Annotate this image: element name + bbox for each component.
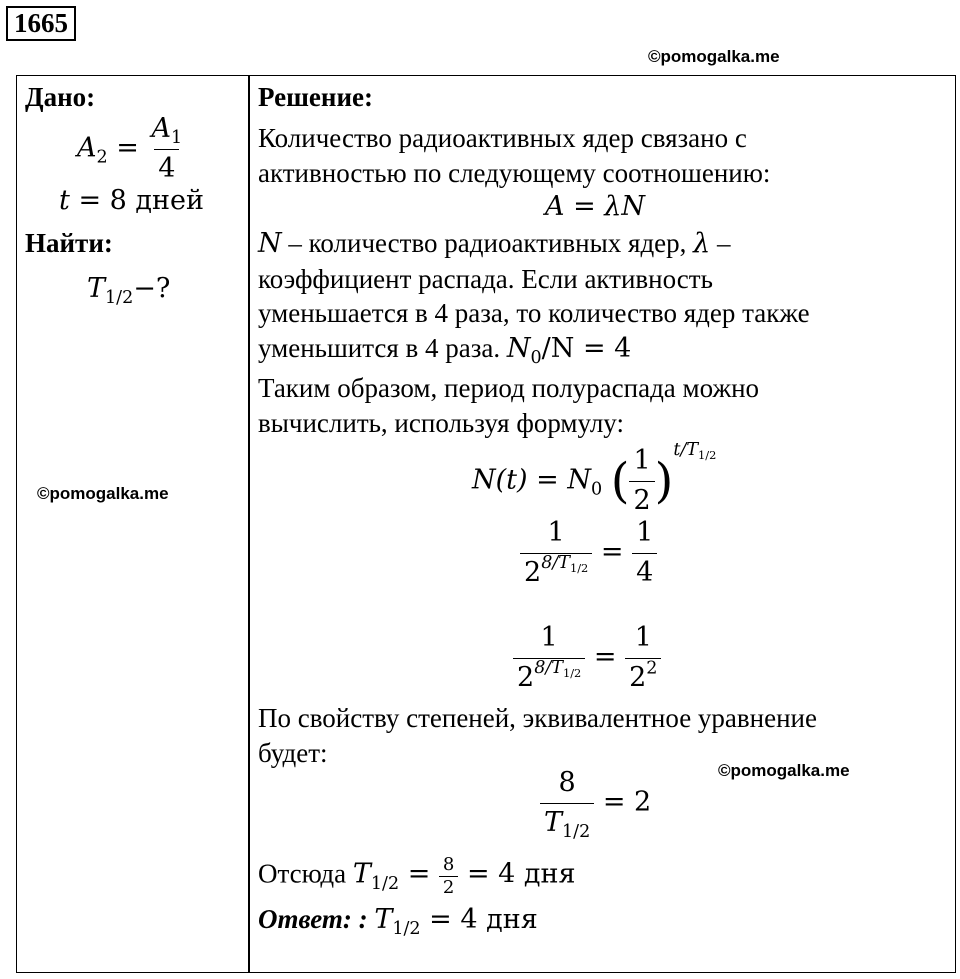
- problem-number: 1665: [6, 6, 76, 41]
- solution-table: [16, 75, 956, 973]
- given-cell: [17, 76, 248, 972]
- find-header: Найти:: [25, 228, 113, 258]
- paragraph-1: Количество радиоактивных ядер связано с активностью по следующему соотношению:: [258, 123, 771, 188]
- formula-equation-3: $\frac{8}{T_{1/2}}$ = 2: [540, 766, 651, 840]
- watermark-right: ©pomogalka.me: [718, 761, 850, 780]
- answer-line: Ответ: : $T_{1/2} = 4$ дня: [258, 904, 538, 940]
- given-a2-equation: $A_2$ = $\frac{A_1}{4}$: [77, 112, 227, 186]
- result-line: Отсюда $T_{1/2}$ = $\frac{8}{2}$ = 4 дня: [258, 854, 576, 898]
- paragraph-3: Таким образом, период полураспада можно вычислить, используя формулу:: [258, 373, 760, 438]
- formula-activity: A = λN: [544, 191, 646, 222]
- paragraph-2: N – количество радиоактивных ядер, λ – коэффициент распада. Если активность уменьшается в 4 раза, то количество ядер также уменьшится в 4 раза. $N_0/N = 4$: [258, 228, 810, 368]
- watermark-left: ©pomogalka.me: [37, 484, 169, 503]
- formula-equation-1: $\frac{1}{2^{8/T_{1/2}}}$ = $\frac{1}{4}$: [520, 516, 657, 590]
- watermark-top: ©pomogalka.me: [648, 47, 780, 66]
- a1-over-4-fraction: $\frac{A_1}{4}$: [147, 112, 186, 186]
- given-header: Дано:: [25, 82, 96, 112]
- solution-header: Решение:: [258, 82, 373, 112]
- given-time: t = 8 дней: [59, 185, 205, 216]
- formula-decay-law: $N(t) = N_0$ ( $\frac{1}{2}$ )$^{t/T_{1/2}}$: [472, 444, 716, 534]
- formula-equation-2: $\frac{1}{2^{8/T_{1/2}}}$ = $\frac{1}{2^2}$: [513, 621, 661, 695]
- solution-cell: [250, 76, 955, 972]
- paragraph-4: По свойству степеней, эквивалентное уравнение будет:: [258, 703, 817, 768]
- find-t-half: $T_{1/2}-$?: [87, 273, 171, 309]
